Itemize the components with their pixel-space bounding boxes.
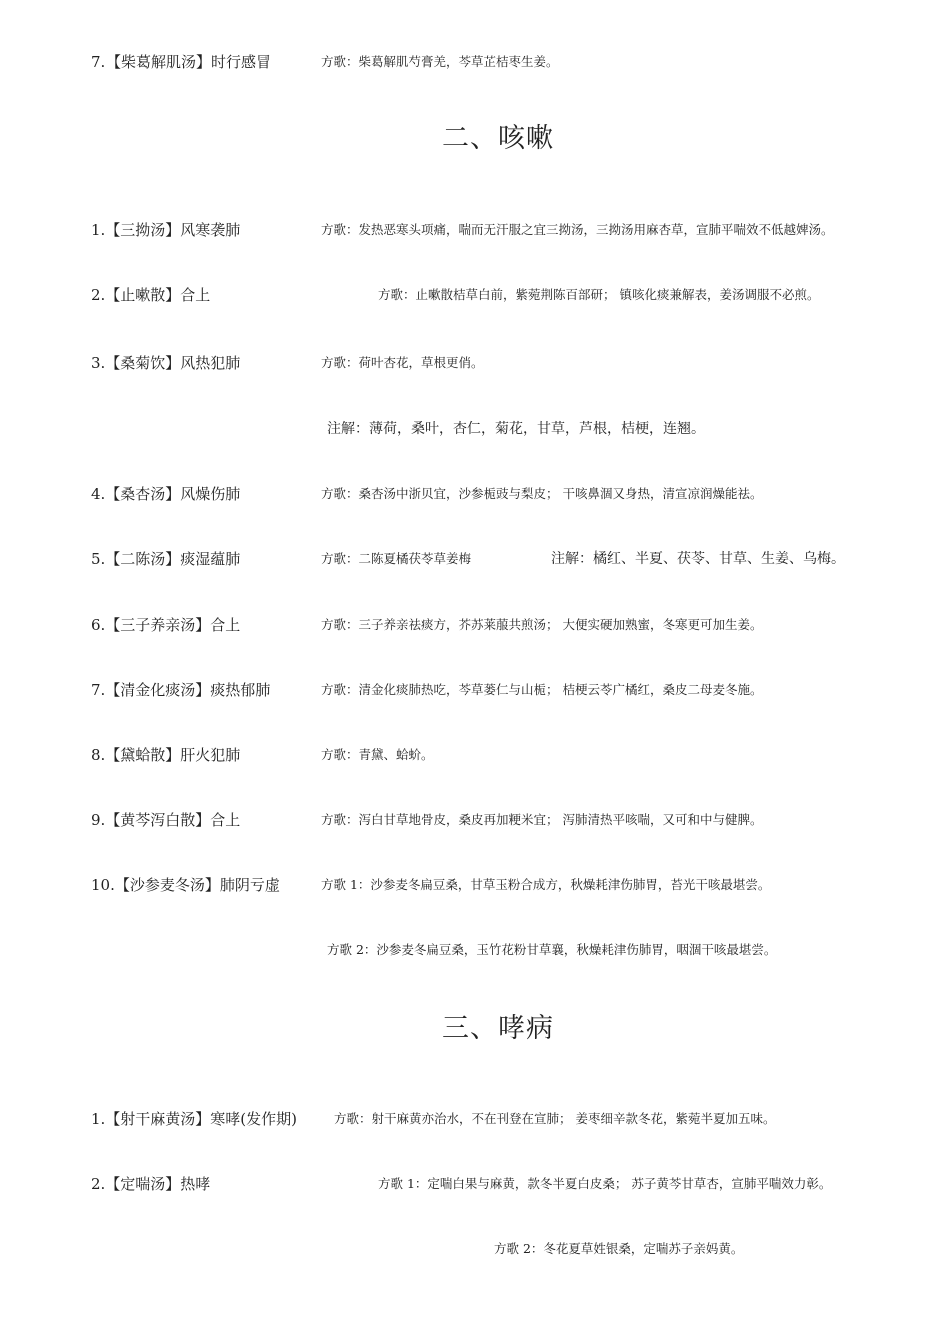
entry-num: 7. [91,53,106,71]
entry-heading: 1.【三拗汤】风寒袭肺 [91,221,241,239]
entry-heading: 6.【三子养亲汤】合上 [91,616,241,634]
entry-heading: 5.【二陈汤】痰湿蕴肺 [91,550,241,568]
formula-song: 方歌：荷叶杏花，草根更俏。 [321,355,484,370]
entry-heading: 10.【沙参麦冬汤】肺阴亏虚 [91,876,280,894]
entry-heading: 2.【定喘汤】热哮 [91,1175,211,1193]
formula-song: 方歌：柴葛解肌芍膏羌，芩草芷桔枣生姜。 [321,54,559,69]
formula-note: 注解：薄荷，桑叶，杏仁，菊花，甘草，芦根，桔梗，连翘。 [327,421,705,437]
formula-note: 注解：橘红、半夏、茯苓、甘草、生姜、乌梅。 [551,551,845,567]
formula-song-2: 方歌 2：沙参麦冬扁豆桑，玉竹花粉甘草襄，秋燥耗津伤肺胃，咽涸干咳最堪尝。 [327,942,777,957]
section-title: 三、哮病 [442,1013,554,1044]
formula-song: 方歌 1：定喘白果与麻黄，款冬半夏白皮桑； 苏子黄芩甘草杏，宣肺平喘效力彰。 [378,1176,832,1191]
entry-heading: 3.【桑菊饮】风热犯肺 [91,354,241,372]
formula-song: 方歌：二陈夏橘茯苓草姜梅 [321,551,472,566]
entry-heading: 【柴葛解肌汤】时行感冒 [106,53,272,71]
formula-song: 方歌：三子养亲祛痰方，芥苏莱菔共煎汤； 大便实硬加熟蜜，冬寒更可加生姜。 [321,617,763,632]
formula-song-2: 方歌 2：冬花夏草姓银桑，定喘苏子亲妈黄。 [494,1241,744,1256]
entry-heading: 4.【桑杏汤】风燥伤肺 [91,485,241,503]
entry-heading: 9.【黄芩泻白散】合上 [91,811,241,829]
entry-heading: 1.【射干麻黄汤】寒哮(发作期) [91,1110,298,1128]
formula-song: 方歌：射干麻黄亦治水，不在刊登在宣肺； 姜枣细辛款冬花，紫菀半夏加五味。 [334,1111,776,1126]
formula-song: 方歌：桑杏汤中浙贝宜，沙参栀豉与梨皮； 干咳鼻涸又身热，清宣凉润燥能祛。 [321,486,763,501]
formula-song: 方歌：发热恶寒头项痛，喘而无汗服之宜三拗汤，三拗汤用麻杏草，宣肺平喘效不低越婢汤。 [321,222,834,237]
entry-heading: 8.【黛蛤散】肝火犯肺 [91,746,241,764]
formula-song: 方歌 1：沙参麦冬扁豆桑，甘草玉粉合成方，秋燥耗津伤肺胃，苔光干咳最堪尝。 [321,877,771,892]
formula-song: 方歌：青黛、蛤蚧。 [321,747,434,762]
formula-song: 方歌：止嗽散桔草白前，紫菀荆陈百部研； 镇咳化痰兼解表，姜汤调服不必煎。 [378,287,820,302]
formula-song: 方歌：泻白甘草地骨皮，桑皮再加粳米宜； 泻肺清热平咳喘，又可和中与健脾。 [321,812,763,827]
entry-heading: 7.【清金化痰汤】痰热郁肺 [91,681,271,699]
section-title: 二、咳嗽 [442,123,554,154]
formula-song: 方歌：清金化痰肺热吃，芩草蒌仁与山栀； 桔梗云苓广橘红，桑皮二母麦冬施。 [321,682,763,697]
entry-heading: 2.【止嗽散】合上 [91,286,211,304]
